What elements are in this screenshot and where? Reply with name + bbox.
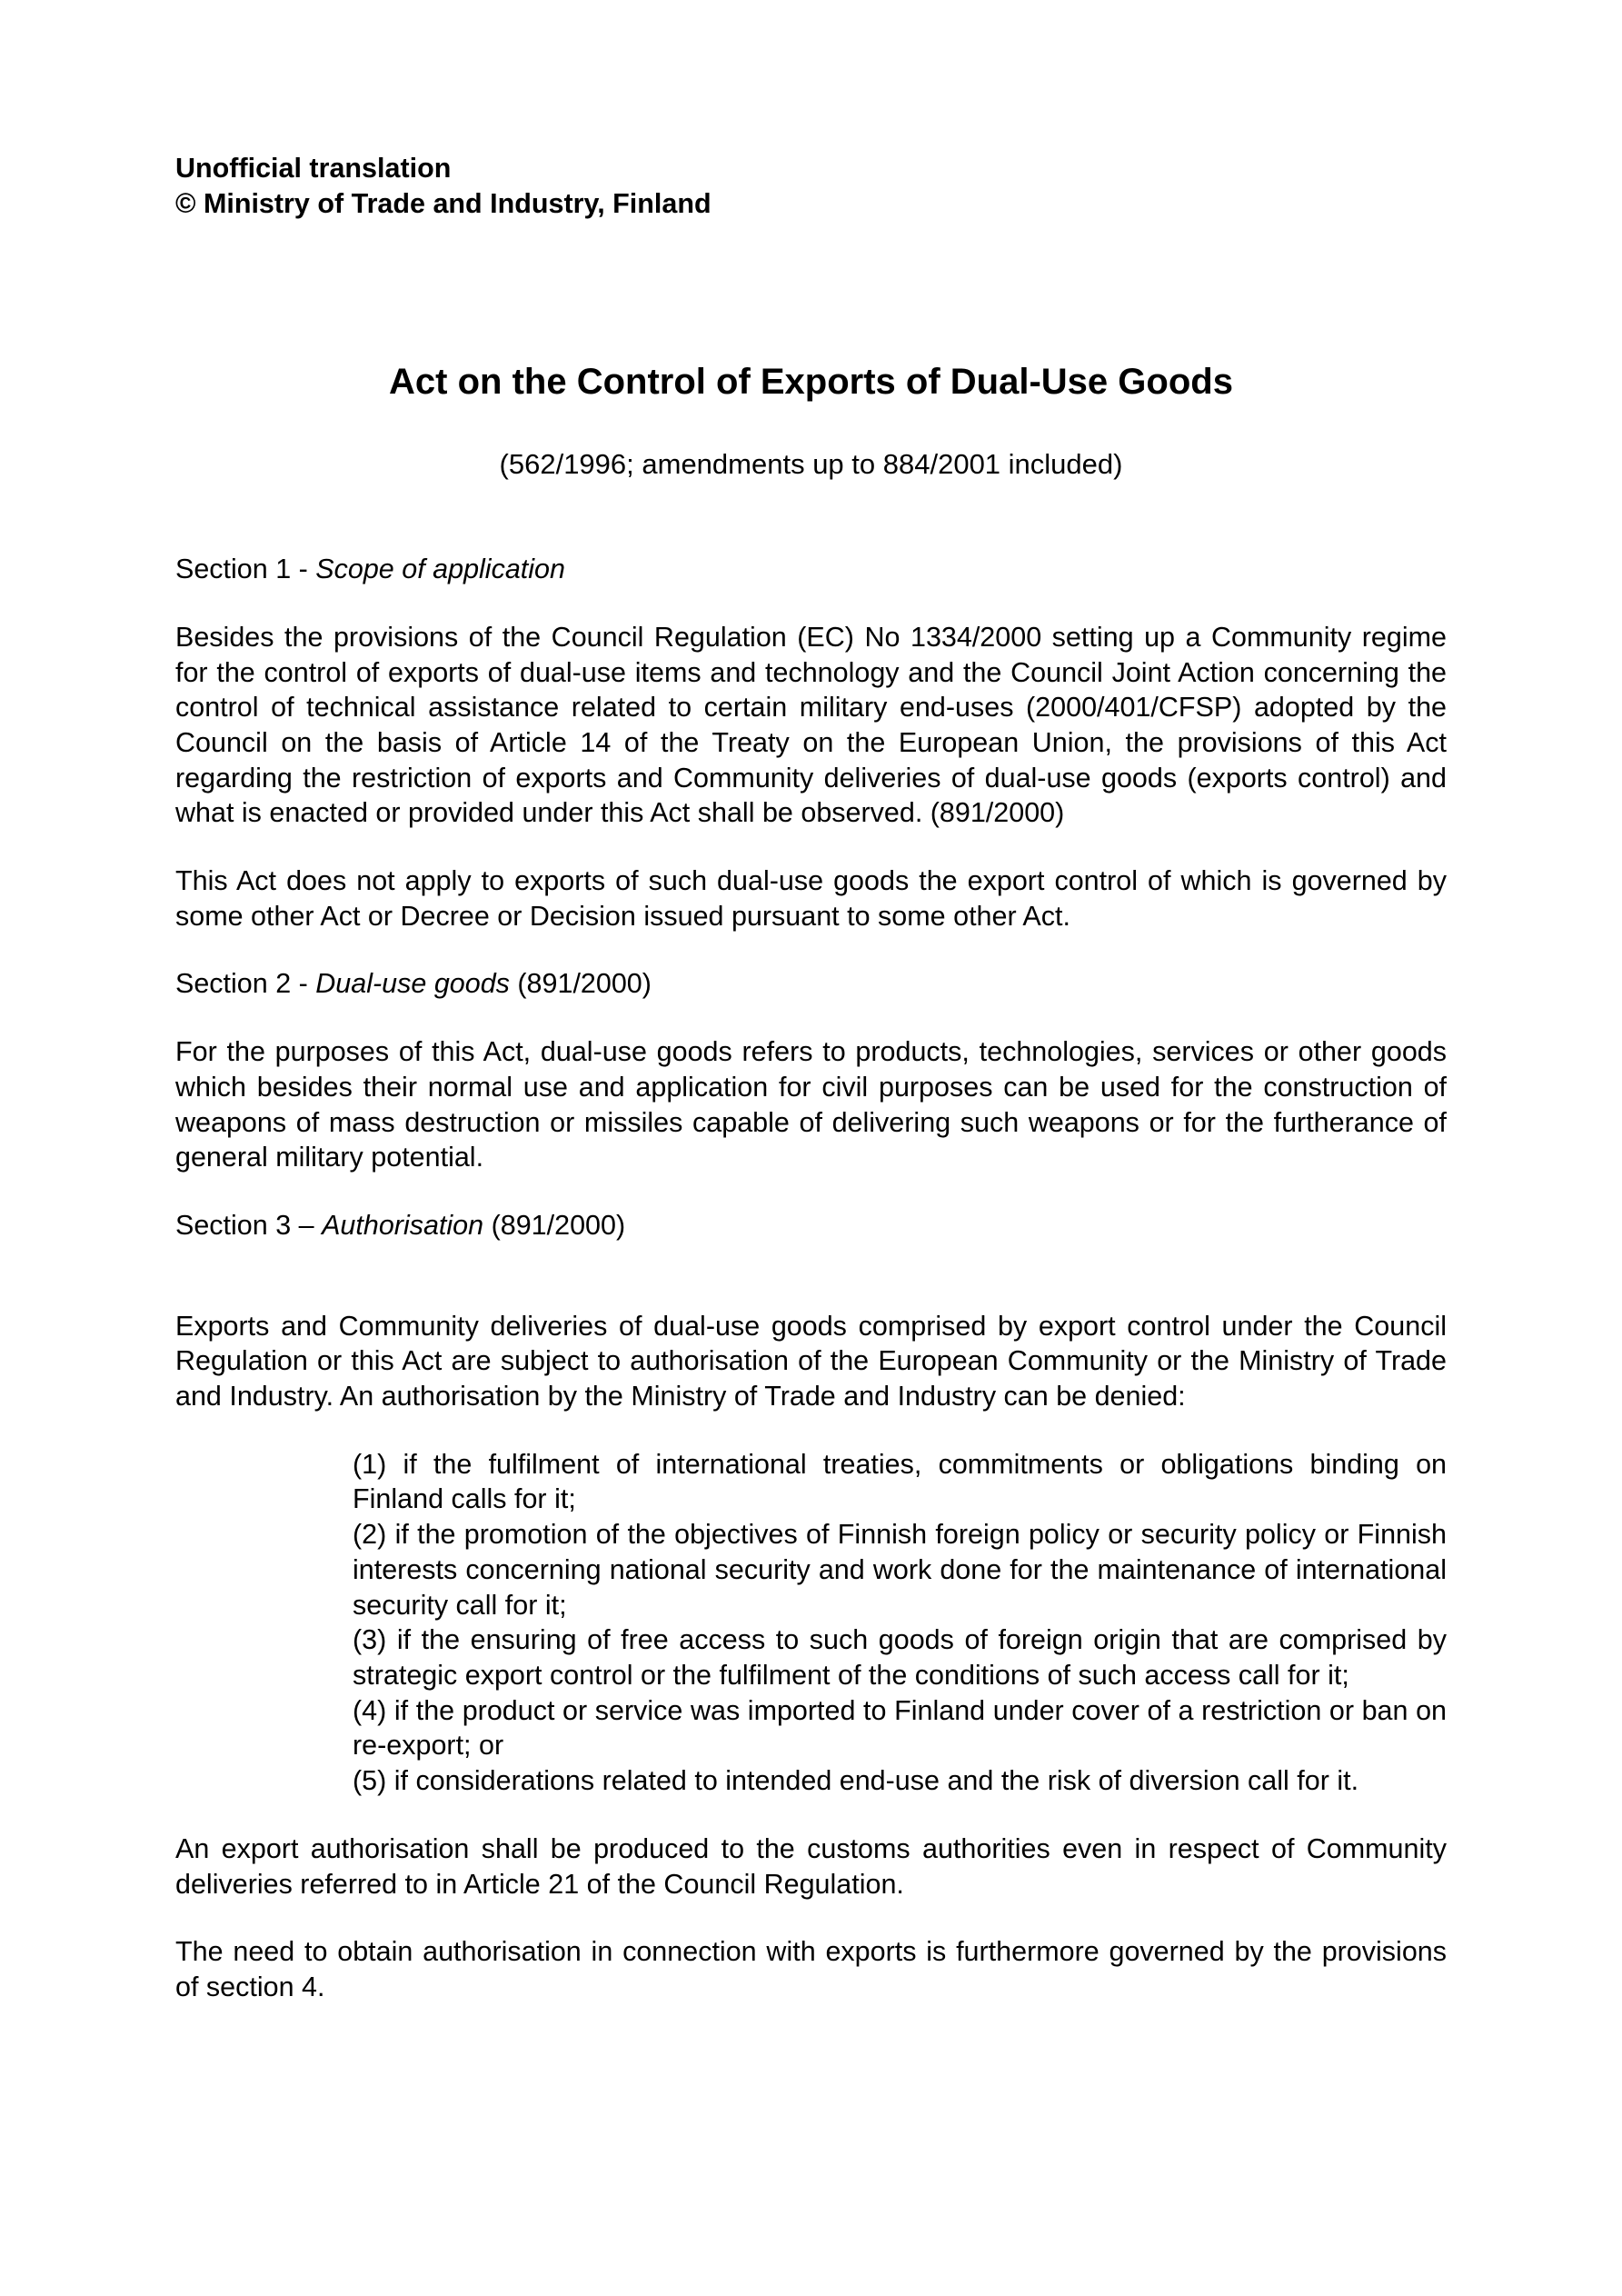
list-item-1: (1) if the fulfilment of international treaties, commitments or obligations binding on Finland calls for it; [353, 1448, 1447, 1515]
section-2-heading [175, 966, 1447, 1002]
list-item-4: (4) if the product or service was imported to Finland under cover of a restriction or ban on re-export; or [353, 1694, 1447, 1762]
section-1-paragraph-1: Besides the provisions of the Council Regulation (EC) No 1334/2000 setting up a Community regime for the control of exports of dual-use items and technology and the Council Joint Action concerning the control of technical assistance related to certain military end-uses (2000/401/CFSP) adopted by the Council on the basis of Article 14 of the Treaty on the European Union, the provisions of this Act regarding the restriction of exports and Community deliveries of dual-use goods (exports control) and what is enacted or provided under this Act shall be observed. (891/2000) [175, 621, 1447, 829]
denial-grounds-list [353, 1447, 1447, 1799]
section-1-heading [175, 552, 1447, 587]
section-2-paragraph-1: For the purposes of this Act, dual-use goods refers to products, technologies, services or other goods which besides their normal use and application for civil purposes can be used for the construction of weapons of mass destruction or missiles capable of delivering such weapons or for the furtherance of general military potential. [175, 1036, 1447, 1173]
section-1-heading-prefix: Section 1 - [175, 554, 316, 585]
section-3-paragraph-1: Exports and Community deliveries of dual-use goods comprised by export control under the Council Regulation or this Act are subject to authorisation of the European Community or the Ministry of Trade and Industry. An authorisation by the Ministry of Trade and Industry can be denied: [175, 1310, 1447, 1413]
document-header [175, 151, 1447, 221]
section-3-heading-title: Authorisation [322, 1209, 484, 1241]
section-3-heading-prefix: Section 3 – [175, 1209, 323, 1241]
section-1-paragraph-2: This Act does not apply to exports of such dual-use goods the export control of which is governed by some other Act or Decree or Decision issued pursuant to some other Act. [175, 865, 1447, 932]
header-line-unofficial-translation: Unofficial translation [175, 153, 452, 184]
list-item-3: (3) if the ensuring of free access to such goods of foreign origin that are comprised by strategic export control or the fulfilment of the conditions of such access call for it; [353, 1624, 1447, 1691]
list-item-2: (2) if the promotion of the objectives of Finnish foreign policy or security policy or Finnish interests concerning national security and work done for the maintenance of international security call for it; [353, 1519, 1447, 1621]
section-3-heading-suffix: (891/2000) [483, 1209, 626, 1241]
section-2-heading-title: Dual-use goods [315, 968, 510, 1000]
header-line-copyright: © Ministry of Trade and Industry, Finland [175, 187, 711, 219]
document-title: Act on the Control of Exports of Dual-Use Goods [389, 362, 1233, 403]
section-3-closing-paragraph-2: The need to obtain authorisation in connection with exports is furthermore governed by the provisions of section 4. [175, 1936, 1447, 2002]
list-item-5: (5) if considerations related to intended end-use and the risk of diversion call for it. [353, 1765, 1359, 1797]
section-3-closing-paragraph-1: An export authorisation shall be produced to the customs authorities even in respect of Community deliveries referred to in Article 21 of the Council Regulation. [175, 1832, 1447, 1900]
document-subtitle: (562/1996; amendments up to 884/2001 included) [499, 448, 1123, 481]
section-2-heading-prefix: Section 2 - [175, 968, 316, 1000]
section-2-heading-suffix: (891/2000) [509, 968, 652, 1000]
section-3-heading [175, 1208, 1447, 1243]
section-1-heading-title: Scope of application [315, 554, 565, 585]
